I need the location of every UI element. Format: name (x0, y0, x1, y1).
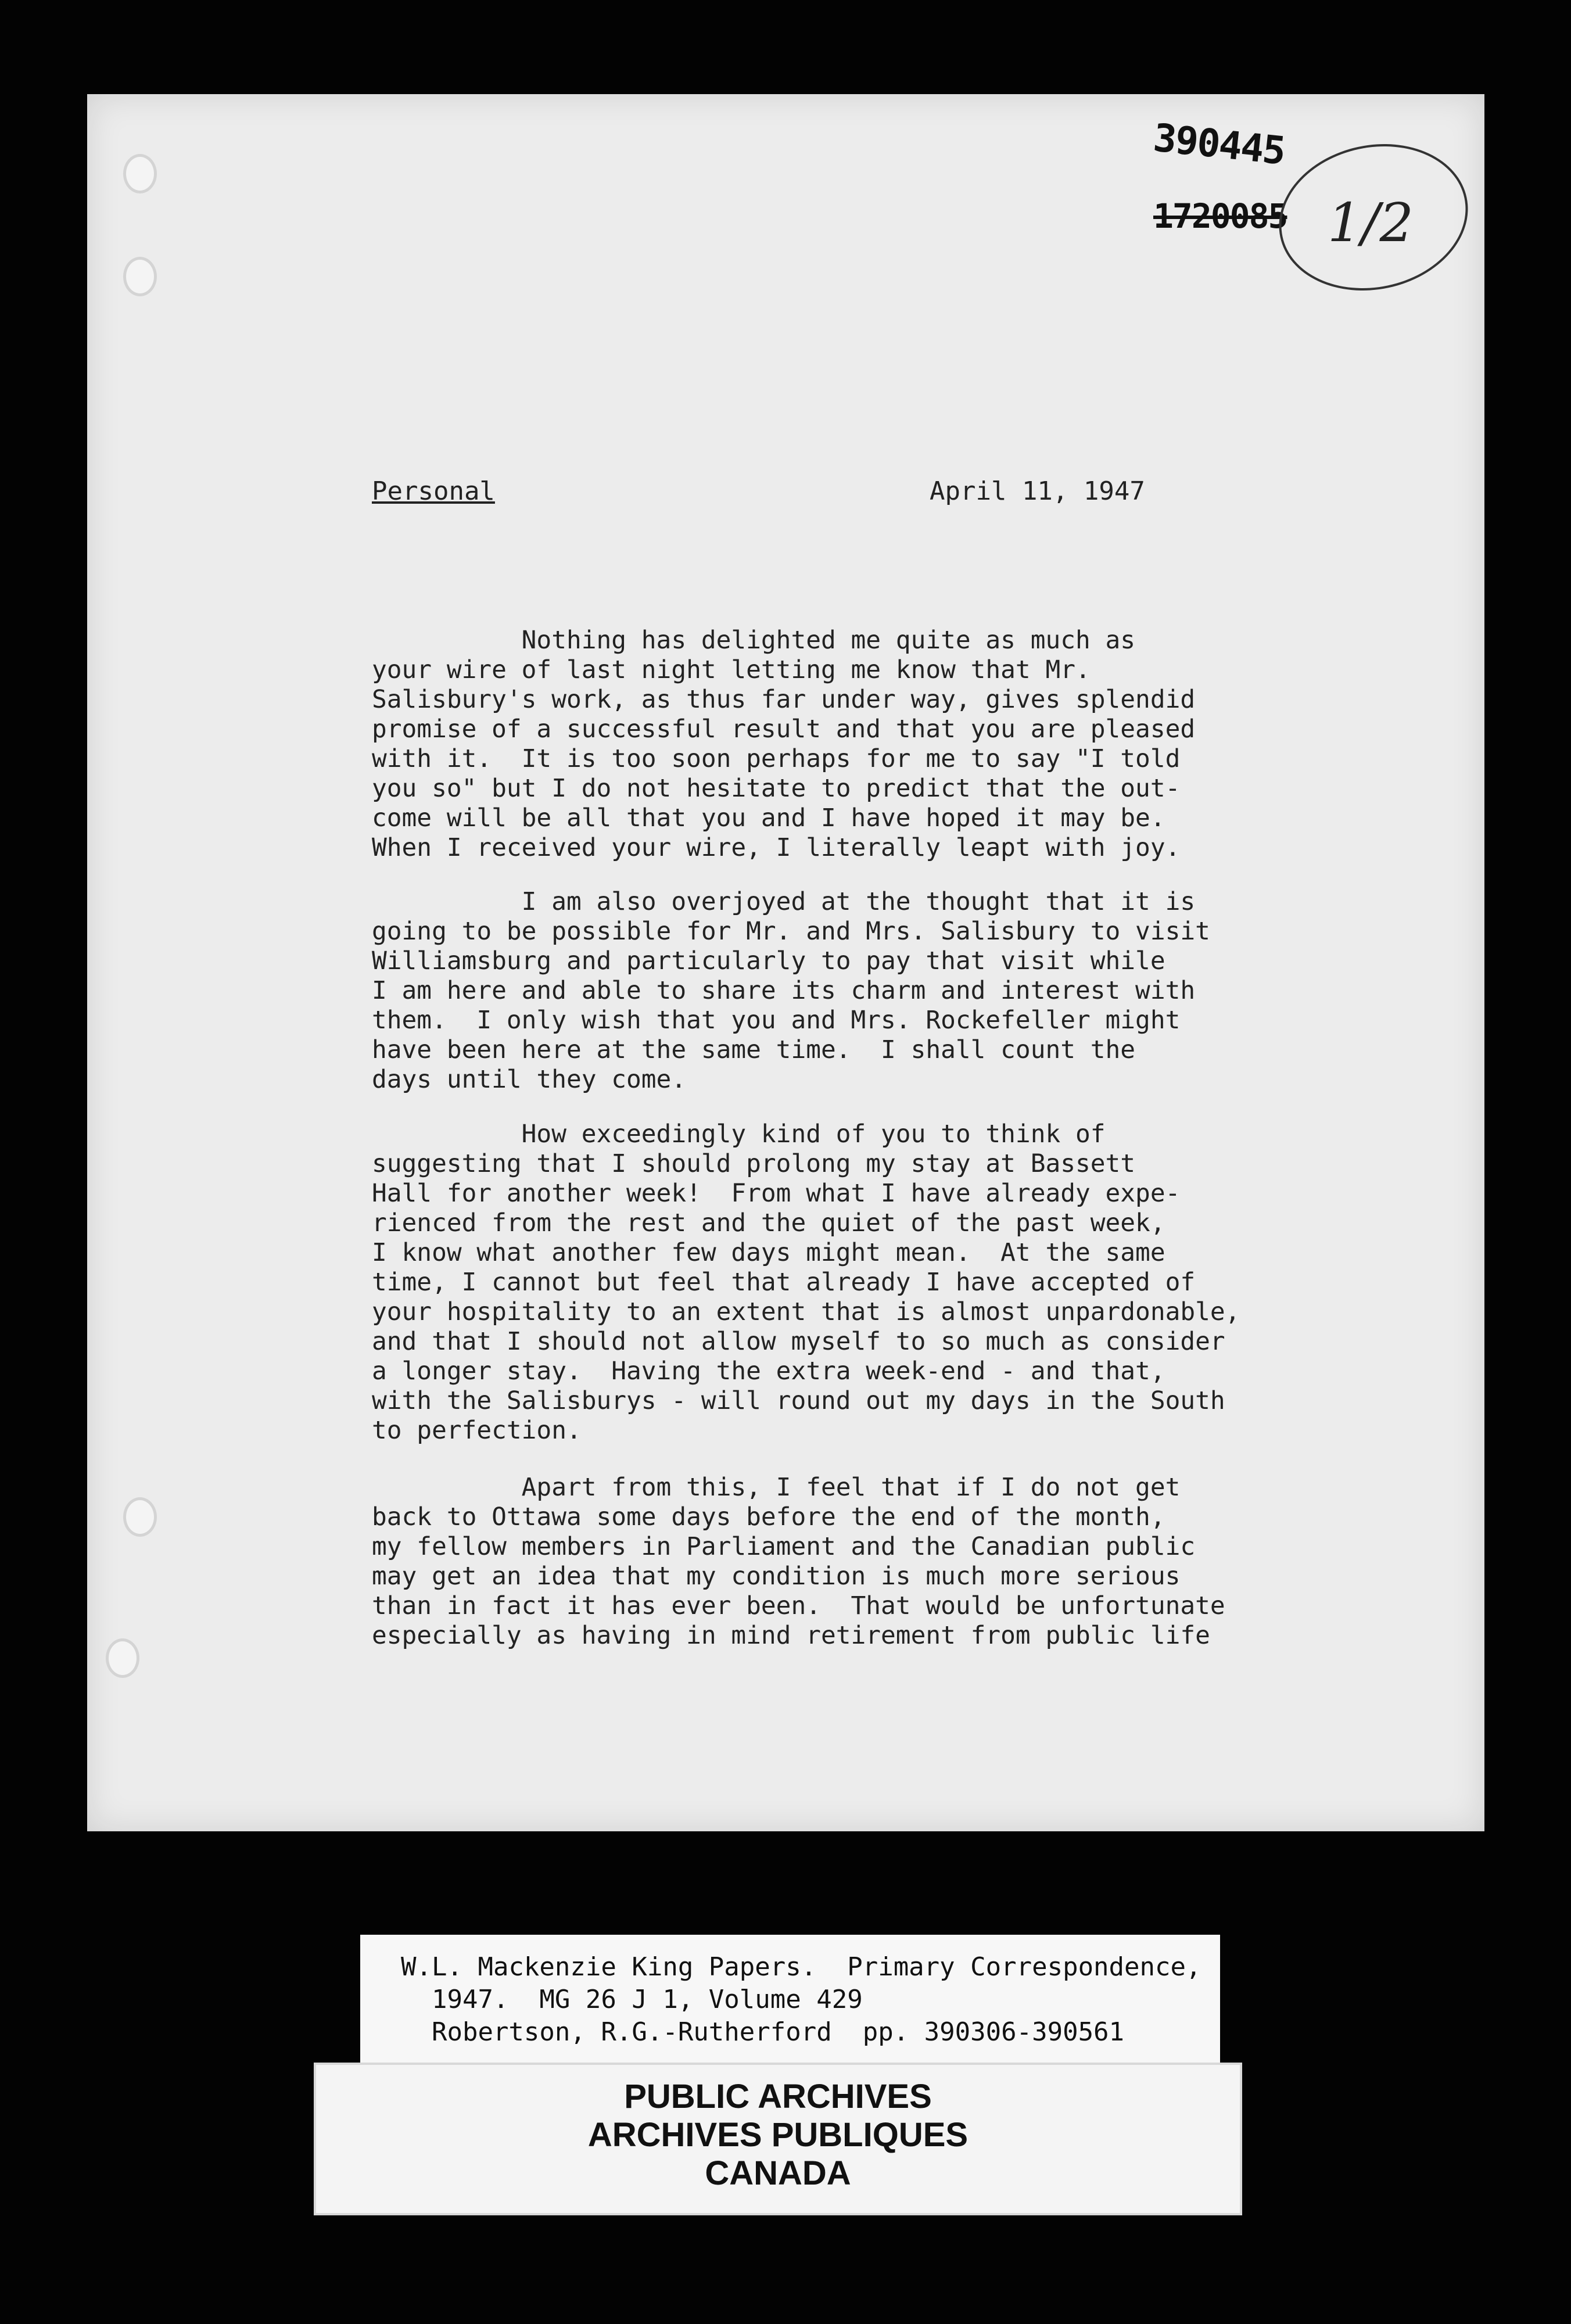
citation-line: 1947. MG 26 J 1, Volume 429 (401, 1985, 863, 2014)
archive-line: CANADA (705, 2154, 851, 2192)
letter-date: April 11, 1947 (930, 476, 1145, 506)
letter-line: Williamsburg and particularly to pay that visit while (372, 946, 1165, 975)
struck-page-number: 1720085 (1153, 196, 1287, 236)
letter-line: back to Ottawa some days before the end of the month, (372, 1502, 1165, 1532)
citation-label (360, 1935, 1220, 2063)
letter-line: going to be possible for Mr. and Mrs. Salisbury to visit (372, 917, 1210, 946)
letter-line: When I received your wire, I literally leapt with joy. (372, 833, 1181, 862)
letter-line: you so" but I do not hesitate to predict that the out- (372, 774, 1181, 803)
citation-line: Robertson, R.G.-Rutherford pp. 390306-390561 (401, 2017, 1125, 2047)
punch-hole (123, 1497, 157, 1537)
letter-line: days until they come. (372, 1065, 687, 1094)
archive-label (314, 2063, 1242, 2215)
archive-line: ARCHIVES PUBLIQUES (587, 2116, 969, 2154)
punch-hole (123, 257, 157, 296)
handwritten-fraction: 1/2 (1328, 192, 1414, 254)
letter-line: rienced from the rest and the quiet of the past week, (372, 1208, 1165, 1238)
page-stamp-number: 390445 (1151, 115, 1287, 174)
letter-line: Hall for another week! From what I have already expe- (372, 1179, 1181, 1208)
punch-hole (106, 1638, 139, 1678)
letter-line: time, I cannot but feel that already I have accepted of (372, 1268, 1196, 1297)
letter-line: Apart from this, I feel that if I do not get (372, 1473, 1181, 1502)
letter-line: your wire of last night letting me know that Mr. (372, 655, 1091, 684)
letter-line: I know what another few days might mean. At the same (372, 1238, 1165, 1267)
letter-line: promise of a successful result and that you are pleased (372, 715, 1196, 744)
letter-heading: Personal (372, 476, 495, 506)
letter-line: a longer stay. Having the extra week-end - and that, (372, 1357, 1165, 1386)
letter-line: have been here at the same time. I shall count the (372, 1035, 1136, 1064)
letter-line: with the Salisburys - will round out my days in the South (372, 1386, 1225, 1415)
letter-line: your hospitality to an extent that is almost unpardonable, (372, 1297, 1240, 1326)
letter-line: to perfection. (372, 1416, 582, 1445)
letter-line: especially as having in mind retirement from public life (372, 1621, 1210, 1650)
citation-line: W.L. Mackenzie King Papers. Primary Correspondence, (401, 1952, 1201, 1982)
archive-line: PUBLIC ARCHIVES (624, 2078, 932, 2115)
letter-line: come will be all that you and I have hoped it may be. (372, 804, 1165, 833)
letter-line: I am also overjoyed at the thought that it is (372, 887, 1196, 916)
letter-line: my fellow members in Parliament and the Canadian public (372, 1532, 1196, 1561)
letter-line: may get an idea that my condition is much more serious (372, 1562, 1181, 1591)
letter-line: suggesting that I should prolong my stay at Bassett (372, 1149, 1136, 1178)
letter-line: How exceedingly kind of you to think of (372, 1120, 1106, 1149)
letter-line: Nothing has delighted me quite as much as (372, 626, 1136, 655)
punch-hole (123, 154, 157, 193)
letter-line: with it. It is too soon perhaps for me to say "I told (372, 744, 1181, 773)
letter-line: Salisbury's work, as thus far under way, gives splendid (372, 685, 1196, 714)
letter-line: them. I only wish that you and Mrs. Rockefeller might (372, 1006, 1181, 1035)
letter-line: I am here and able to share its charm and interest with (372, 976, 1196, 1005)
letter-line: than in fact it has ever been. That would be unfortunate (372, 1591, 1225, 1620)
letter-line: and that I should not allow myself to so much as consider (372, 1327, 1225, 1356)
